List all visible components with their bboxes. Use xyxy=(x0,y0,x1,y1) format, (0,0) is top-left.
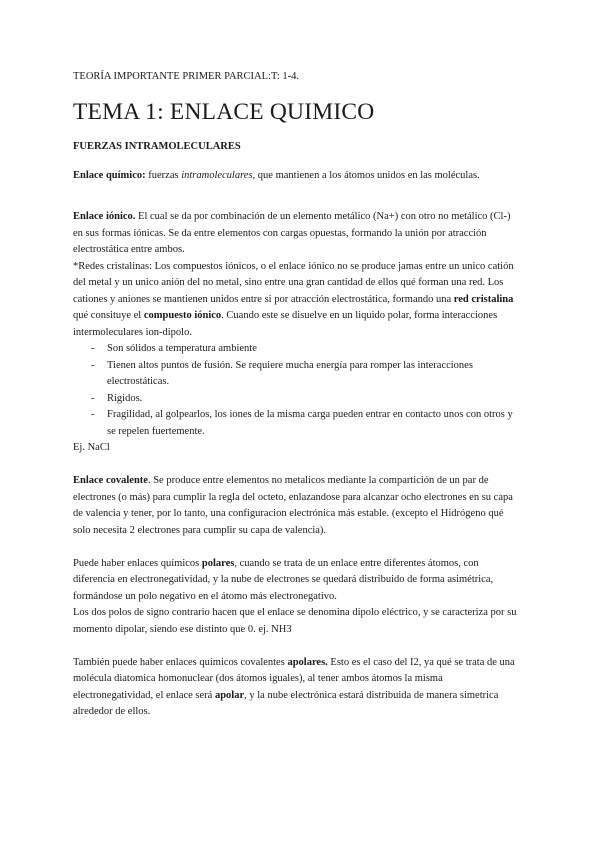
term-compuesto-ionico: compuesto iónico xyxy=(143,310,222,321)
paragraph-dipolo: Los dos polos de signo contrario hacen que el enlace se denomina dipolo eléctrico, y se caracteriza por su momento dipolar, siendo ese distinto que 0. ej. NH3 xyxy=(73,607,517,635)
term-enlace-quimico: Enlace químico: xyxy=(73,170,146,181)
paragraph-redes-cristalinas xyxy=(73,259,521,342)
section-heading: FUERZAS INTRAMOLECULARES xyxy=(73,141,241,152)
text-fragment: El cual se da por combinación de un elemento metálico (Na+) con otro no metálico (Cl-) en sus formas iónicas. Se da entre elementos con cargas opuestas, formando la unión por atracción electrostática entre ambos. xyxy=(73,211,511,255)
term-apolar: apolar xyxy=(214,689,245,701)
text-fragment: qué consituye el xyxy=(73,310,144,321)
text-fragment: , y la nube electrónica estará distribuida de manera simetrica alrededor de ellos. xyxy=(73,689,499,717)
paragraph-enlace-quimico xyxy=(73,168,521,185)
paragraph-polares xyxy=(73,556,521,606)
example-nacl: Ej. NaCl xyxy=(73,442,110,453)
text-fragment: , cuando se trata de un enlace entre diferentes átomos, con diferencia en electronegatividad, y la nube de electrones se quedará distribuido de forma asimétrica, formándose un polo negativo en el átomo más electronegativo. xyxy=(73,557,494,602)
text-fragment: *Redes cristalinas: Los compuestos iónicos, o el enlace iónico no se produce jamas entre un unico catión del metal y un unico anión del no metal, sino entre una gran cantidad de ellos qué forman una red. Los cationes y aniones se mantienen unidos entre si por atracción electrostática, formando una xyxy=(73,260,514,305)
term-enlace-covalente: Enlace covalente xyxy=(73,475,148,486)
paragraph-apolares xyxy=(73,655,521,721)
list-item: - Son sólidos a temperatura ambiente xyxy=(73,341,521,358)
text-fragment: fuerzas xyxy=(145,170,182,181)
term-enlace-ionico: Enlace iónico. xyxy=(73,211,136,222)
term-apolares: apolares. xyxy=(287,656,328,668)
italic-intramoleculares: intramoleculares xyxy=(181,170,253,181)
spacer xyxy=(73,638,521,655)
document-page xyxy=(73,70,521,721)
document-subtitle: TEORÍA IMPORTANTE PRIMER PARCIAL:T: 1-4. xyxy=(73,71,300,82)
spacer xyxy=(73,539,521,556)
text-fragment: . Cuando este se disuelve en un liquido polar, forma interacciones intermoleculares ion-dipolo. xyxy=(73,310,498,338)
text-fragment: , que mantienen a los átomos unidos en las moléculas. xyxy=(252,170,480,181)
document-title: TEMA 1: ENLACE QUIMICO xyxy=(73,99,375,125)
properties-list xyxy=(73,341,521,440)
text-fragment: . Se produce entre elementos no metalicos mediante la compartición de un par de electrones (o más) para cumplir la regla del octeto, enlazandose para alcanzar ocho electrones en su capa de valencia y tener, por lo tanto, una configuracion electrónica más estable. (excepto el Hidrógeno qué solo necesita 2 electrones para cumplir su capa de valencia). xyxy=(73,475,513,536)
term-red-cristalina: red cristalina xyxy=(453,293,514,305)
text-fragment: Puede haber enlaces químicos xyxy=(73,557,202,569)
list-item: - Fragilidad, al golpearlos, los iones de la misma carga pueden entrar en contacto unos con otros y se repelen fuertemente. xyxy=(73,407,521,440)
text-fragment: También puede haber enlaces químicos covalentes xyxy=(73,656,288,668)
paragraph-enlace-covalente xyxy=(73,473,521,539)
spacer xyxy=(73,185,521,202)
list-item: - Rígidos. xyxy=(73,391,521,408)
spacer xyxy=(73,457,521,474)
list-item: - Tienen altos puntos de fusión. Se requiere mucha energía para romper las interacciones electrostáticas. xyxy=(73,358,521,391)
text-fragment: Esto es el caso del I2, ya qué se trata de una molécula diatomica homonuclear (dos átomos iguales), al tener ambos átomos la misma electronegatividad, el enlace será xyxy=(73,656,515,701)
spacer xyxy=(73,201,521,209)
term-polares: polares xyxy=(201,557,235,569)
paragraph-enlace-ionico xyxy=(73,209,521,259)
